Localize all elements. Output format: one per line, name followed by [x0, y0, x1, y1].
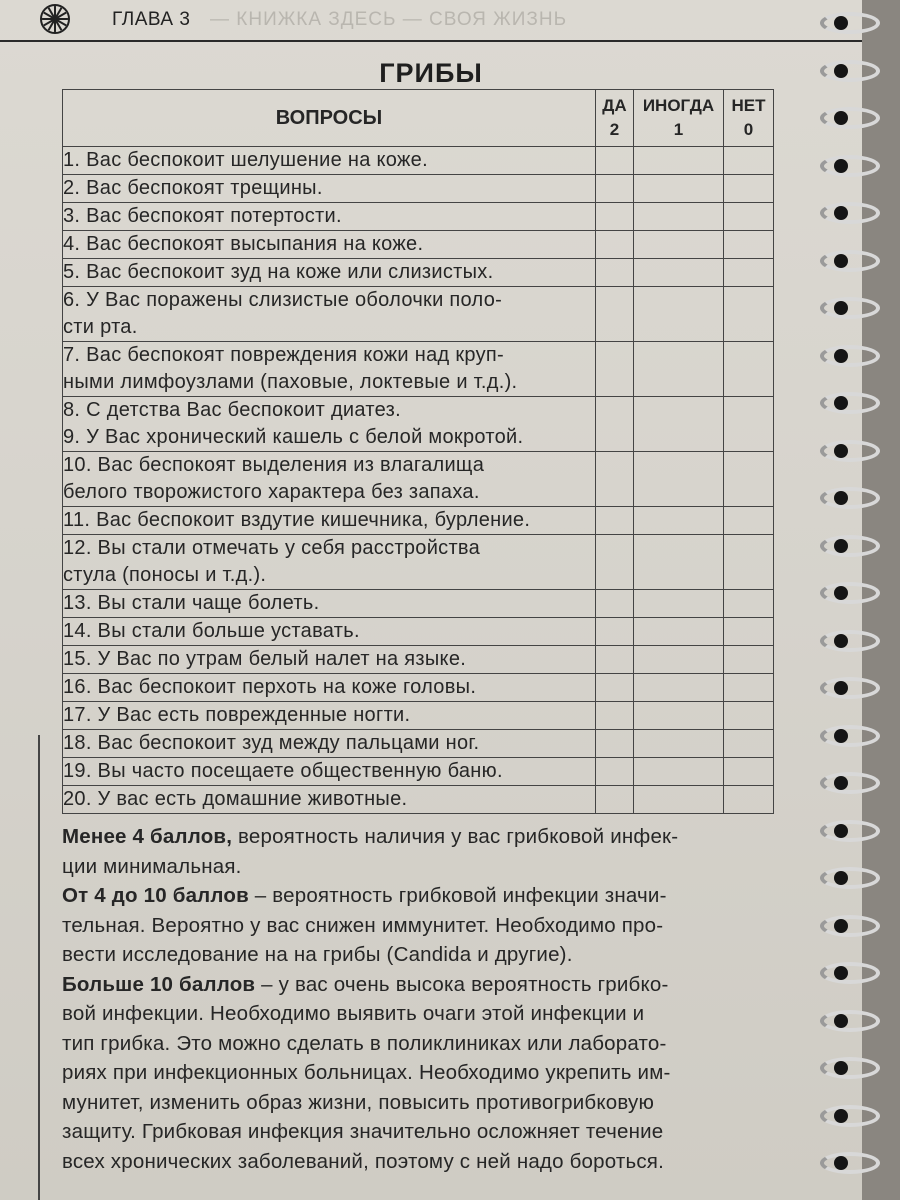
spiral-ring: [820, 1152, 880, 1174]
answer-cell-yes: [596, 452, 634, 507]
spiral-ring: [820, 155, 880, 177]
chapter-label: ГЛАВА 3: [112, 9, 191, 30]
question-line: 1. Вас беспокоит шелушение на коже.: [63, 149, 428, 171]
column-header-yes: ДА 2: [596, 90, 634, 147]
answer-cell-yes: [596, 535, 634, 590]
answer-cell-sometimes: [634, 535, 724, 590]
result-text: тельная. Вероятно у вас снижен иммунитет. Необходимо про-: [62, 913, 664, 937]
result-text: риях при инфекционных больницах. Необходимо укрепить им-: [62, 1061, 671, 1084]
result-line: [62, 1147, 810, 1177]
binding-hole: [834, 349, 848, 363]
answer-cell-no: [724, 175, 774, 203]
running-title: — КНИЖКА ЗДЕСЬ — СВОЯ ЖИЗНЬ: [210, 9, 568, 30]
spiral-ring: [820, 107, 880, 129]
answer-cell-sometimes: [634, 342, 724, 397]
binding-hole: [834, 871, 848, 885]
results-section: [62, 822, 810, 1176]
table-row: [63, 342, 774, 397]
binding-hole: [834, 966, 848, 980]
answer-cell-sometimes: [634, 618, 724, 646]
answer-cell-yes: [596, 397, 634, 452]
answer-cell-sometimes: [634, 730, 724, 758]
binding-hole: [834, 776, 848, 790]
answer-cell-yes: [596, 730, 634, 758]
result-line: [62, 940, 810, 970]
question-text: [63, 397, 596, 452]
table-row: [63, 618, 774, 646]
answer-cell-no: [724, 674, 774, 702]
answer-cell-sometimes: [634, 786, 724, 814]
result-line: [62, 881, 810, 911]
question-line: 10. Вас беспокоят выделения из влагалища: [63, 454, 485, 476]
answer-cell-sometimes: [634, 147, 724, 175]
spiral-ring: [820, 820, 880, 842]
answer-cell-yes: [596, 175, 634, 203]
answer-cell-yes: [596, 147, 634, 175]
answer-cell-no: [724, 730, 774, 758]
binding-hole: [834, 919, 848, 933]
table-row: [63, 452, 774, 507]
spiral-ring: [820, 202, 880, 224]
binding-hole: [834, 301, 848, 315]
question-text: [63, 758, 596, 786]
table-row: [63, 259, 774, 287]
answer-cell-no: [724, 452, 774, 507]
answer-cell-sometimes: [634, 259, 724, 287]
question-text: [63, 231, 596, 259]
result-text: всех хронических заболеваний, поэтому с ней надо бороться.: [62, 1149, 665, 1173]
question-line: 9. У Вас хронический кашель с белой мокротой.: [63, 426, 524, 448]
result-line: [62, 1117, 810, 1147]
answer-cell-sometimes: [634, 758, 724, 786]
page-header: [0, 0, 862, 42]
question-text: [63, 730, 596, 758]
result-text: мунитет, изменить образ жизни, повысить противогрибковую: [62, 1090, 655, 1114]
result-paragraph: [62, 822, 810, 881]
binding-hole: [834, 111, 848, 125]
answer-cell-yes: [596, 786, 634, 814]
binding-hole: [834, 206, 848, 220]
binding-hole: [834, 634, 848, 648]
result-text: ции минимальная.: [62, 854, 242, 878]
answer-cell-no: [724, 590, 774, 618]
answer-cell-no: [724, 259, 774, 287]
result-text: – вероятность грибковой инфекции значи-: [248, 884, 667, 907]
result-text: вести исследование на на грибы (Candida и другие).: [62, 943, 573, 966]
result-text: – у вас очень высока вероятность грибко-: [255, 972, 669, 996]
answer-cell-sometimes: [634, 287, 724, 342]
table-row: [63, 175, 774, 203]
answer-cell-yes: [596, 646, 634, 674]
answer-cell-sometimes: [634, 397, 724, 452]
question-line: 20. У вас есть домашние животные.: [63, 788, 408, 810]
result-line: [62, 970, 810, 1000]
table-row: [63, 786, 774, 814]
result-line: [62, 999, 810, 1029]
table-row: [63, 147, 774, 175]
result-paragraph: [62, 881, 810, 970]
table-row: [63, 287, 774, 342]
question-text: [63, 203, 596, 231]
binding-hole: [834, 1061, 848, 1075]
question-line: 11. Вас беспокоит вздутие кишечника, бурление.: [63, 509, 531, 531]
answer-cell-yes: [596, 674, 634, 702]
table-row: [63, 397, 774, 452]
table-row: [63, 646, 774, 674]
score-range: От 4 до 10 баллов: [62, 884, 249, 907]
question-line: 19. Вы часто посещаете общественную баню.: [63, 760, 503, 782]
answer-cell-yes: [596, 618, 634, 646]
answer-cell-no: [724, 618, 774, 646]
spiral-ring: [820, 1057, 880, 1079]
answer-cell-yes: [596, 287, 634, 342]
answer-cell-yes: [596, 507, 634, 535]
answer-cell-yes: [596, 259, 634, 287]
result-line: [62, 1058, 810, 1088]
question-line: 12. Вы стали отмечать у себя расстройства: [63, 537, 481, 559]
table-row: [63, 507, 774, 535]
question-text: [63, 452, 596, 507]
answer-cell-sometimes: [634, 646, 724, 674]
result-line: [62, 1088, 810, 1118]
spiral-ring: [820, 60, 880, 82]
spiral-ring: [820, 1010, 880, 1032]
answer-cell-no: [724, 342, 774, 397]
question-line: 14. Вы стали больше уставать.: [63, 620, 360, 642]
answer-cell-yes: [596, 590, 634, 618]
binding-hole: [834, 681, 848, 695]
question-line: 4. Вас беспокоят высыпания на коже.: [63, 233, 424, 255]
answer-cell-no: [724, 702, 774, 730]
binding-hole: [834, 444, 848, 458]
question-line: 5. Вас беспокоит зуд на коже или слизистых.: [63, 261, 494, 283]
binding-hole: [834, 729, 848, 743]
answer-cell-yes: [596, 203, 634, 231]
column-header-sometimes: ИНОГДА 1: [634, 90, 724, 147]
answer-cell-no: [724, 535, 774, 590]
answer-cell-sometimes: [634, 203, 724, 231]
question-line: 3. Вас беспокоят потертости.: [63, 205, 342, 227]
table-row: [63, 203, 774, 231]
table-row: [63, 730, 774, 758]
answer-cell-sometimes: [634, 674, 724, 702]
spiral-ring: [820, 250, 880, 272]
binding-hole: [834, 16, 848, 30]
question-text: [63, 175, 596, 203]
spiral-ring: [820, 487, 880, 509]
score-range: Больше 10 баллов: [62, 972, 256, 996]
questionnaire-table: [62, 89, 774, 814]
spiral-ring: [820, 915, 880, 937]
answer-cell-yes: [596, 342, 634, 397]
table-row: [63, 674, 774, 702]
result-text: защиту. Грибковая инфекция значительно осложняет течение: [62, 1120, 664, 1143]
table-row: [63, 535, 774, 590]
question-line: 7. Вас беспокоят повреждения кожи над круп-: [63, 344, 504, 366]
answer-cell-sometimes: [634, 175, 724, 203]
question-line: 6. У Вас поражены слизистые оболочки поло-: [63, 289, 503, 311]
answer-cell-sometimes: [634, 452, 724, 507]
answer-cell-no: [724, 147, 774, 175]
spiral-ring: [820, 12, 880, 34]
question-line: 13. Вы стали чаще болеть.: [63, 592, 320, 614]
answer-cell-no: [724, 646, 774, 674]
page-title: ГРИБЫ: [379, 58, 483, 88]
answer-cell-no: [724, 231, 774, 259]
spiral-ring: [820, 297, 880, 319]
result-line: [62, 1029, 810, 1059]
question-text: [63, 147, 596, 175]
answer-cell-no: [724, 287, 774, 342]
answer-cell-no: [724, 507, 774, 535]
question-line: стула (поносы и т.д.).: [63, 564, 267, 586]
binding-hole: [834, 824, 848, 838]
result-text: вероятность наличия у вас грибковой инфек-: [232, 825, 679, 848]
answer-cell-sometimes: [634, 590, 724, 618]
question-text: [63, 287, 596, 342]
question-line: белого творожистого характера без запаха.: [63, 481, 480, 503]
answer-cell-no: [724, 397, 774, 452]
question-text: [63, 342, 596, 397]
answer-cell-sometimes: [634, 507, 724, 535]
binding-hole: [834, 159, 848, 173]
result-text: вой инфекции. Необходимо выявить очаги этой инфекции и: [62, 1002, 645, 1025]
result-paragraph: [62, 970, 810, 1177]
question-line: 18. Вас беспокоит зуд между пальцами ног.: [63, 732, 480, 754]
answer-cell-no: [724, 203, 774, 231]
table-row: [63, 702, 774, 730]
answer-cell-yes: [596, 758, 634, 786]
question-text: [63, 674, 596, 702]
score-range: Менее 4 баллов,: [62, 825, 233, 848]
answer-cell-yes: [596, 702, 634, 730]
spiral-ring: [820, 725, 880, 747]
spiral-ring: [820, 630, 880, 652]
questions-header: ВОПРОСЫ: [63, 90, 596, 147]
spiral-ring: [820, 345, 880, 367]
column-header-no: НЕТ 0: [724, 90, 774, 147]
question-text: [63, 535, 596, 590]
answer-cell-yes: [596, 231, 634, 259]
question-text: [63, 618, 596, 646]
question-line: сти рта.: [63, 316, 138, 338]
table-row: [63, 758, 774, 786]
binding-hole: [834, 64, 848, 78]
question-line: 2. Вас беспокоят трещины.: [63, 177, 323, 199]
answer-cell-no: [724, 758, 774, 786]
binding-hole: [834, 396, 848, 410]
spiral-ring: [820, 1105, 880, 1127]
binding-hole: [834, 254, 848, 268]
binding-hole: [834, 539, 848, 553]
binding-hole: [834, 1109, 848, 1123]
question-text: [63, 590, 596, 618]
question-line: 17. У Вас есть поврежденные ногти.: [63, 704, 411, 726]
spiral-ring: [820, 772, 880, 794]
wheel-logo-icon: [40, 4, 70, 34]
table-row: [63, 590, 774, 618]
question-text: [63, 646, 596, 674]
spiral-ring: [820, 535, 880, 557]
table-row: [63, 231, 774, 259]
result-text: тип грибка. Это можно сделать в поликлиниках или лаборато-: [62, 1031, 667, 1055]
spiral-ring: [820, 392, 880, 414]
result-line: [62, 852, 810, 882]
result-line: [62, 911, 810, 941]
question-line: 15. У Вас по утрам белый налет на языке.: [63, 648, 467, 670]
spiral-ring: [820, 582, 880, 604]
spiral-binding: [820, 0, 900, 1200]
result-line: [62, 822, 810, 852]
question-text: [63, 786, 596, 814]
spiral-ring: [820, 677, 880, 699]
question-text: [63, 702, 596, 730]
binding-hole: [834, 1014, 848, 1028]
binding-hole: [834, 1156, 848, 1170]
answer-cell-no: [724, 786, 774, 814]
question-line: 8. С детства Вас беспокоит диатез.: [63, 399, 401, 421]
question-line: ными лимфоузлами (паховые, локтевые и т.д.).: [63, 371, 518, 393]
margin-rule: [38, 735, 40, 1200]
spiral-ring: [820, 440, 880, 462]
binding-hole: [834, 586, 848, 600]
question-text: [63, 507, 596, 535]
binding-hole: [834, 491, 848, 505]
question-line: 16. Вас беспокоит перхоть на коже головы.: [63, 676, 477, 698]
answer-cell-sometimes: [634, 231, 724, 259]
question-text: [63, 259, 596, 287]
spiral-ring: [820, 962, 880, 984]
answer-cell-sometimes: [634, 702, 724, 730]
spiral-ring: [820, 867, 880, 889]
